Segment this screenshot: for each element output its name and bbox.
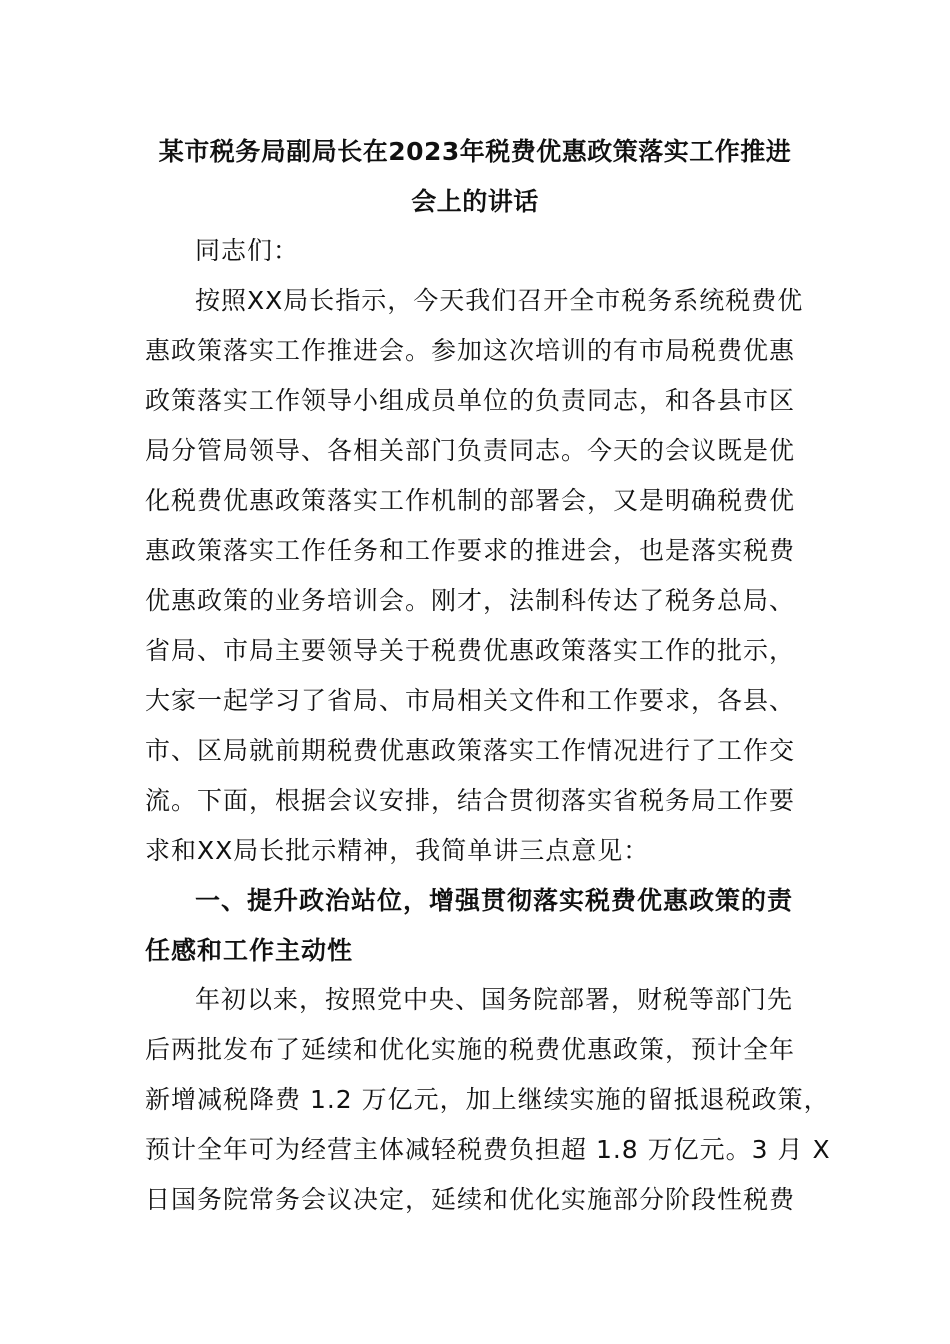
body-line: 省局、市局主要领导关于税费优惠政策落实工作的批示， [145,636,796,665]
body-line: 流。下面，根据会议安排，结合贯彻落实省税务局工作要 [145,786,796,815]
body-line: 政策落实工作领导小组成员单位的负责同志，和各县市区 [145,386,796,415]
body-line: 日国务院常务会议决定，延续和优化实施部分阶段性税费 [145,1185,796,1214]
document-title-line-1: 某市税务局副局长在2023年税费优惠政策落实工作推进 [158,137,792,166]
body-line: 优惠政策的业务培训会。刚才，法制科传达了税务总局、 [145,586,796,615]
salutation: 同志们： [195,236,300,265]
section-heading: 一、提升政治站位，增强贯彻落实税费优惠政策的责 [195,886,794,915]
body-line: 市、区局就前期税费优惠政策落实工作情况进行了工作交 [145,736,796,765]
section-heading: 任感和工作主动性 [145,936,354,965]
body-line: 惠政策落实工作推进会。参加这次培训的有市局税费优惠 [145,336,796,365]
body-line: 惠政策落实工作任务和工作要求的推进会，也是落实税费 [145,536,796,565]
body-line: 预计全年可为经营主体减轻税费负担超 1.8 万亿元。3 月 X [145,1135,831,1164]
body-line: 年初以来，按照党中央、国务院部署，财税等部门先 [195,985,794,1014]
body-line: 后两批发布了延续和优化实施的税费优惠政策，预计全年 [145,1035,796,1064]
body-line: 新增减税降费 1.2 万亿元，加上继续实施的留抵退税政策， [145,1085,830,1114]
body-line: 求和XX局长批示精神，我简单讲三点意见： [145,836,650,865]
body-line: 大家一起学习了省局、市局相关文件和工作要求，各县、 [145,686,796,715]
body-line: 按照XX局长指示，今天我们召开全市税务系统税费优 [195,286,804,315]
document-title-line-2: 会上的讲话 [411,187,539,216]
body-line: 化税费优惠政策落实工作机制的部署会，又是明确税费优 [145,486,796,515]
body-line: 局分管局领导、各相关部门负责同志。今天的会议既是优 [145,436,796,465]
